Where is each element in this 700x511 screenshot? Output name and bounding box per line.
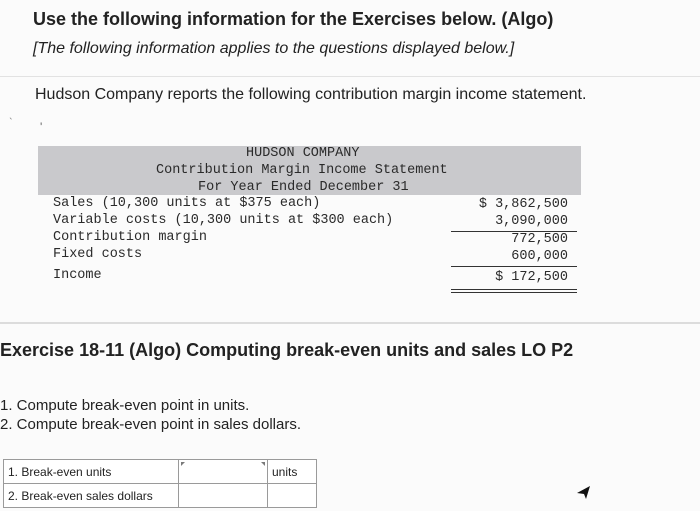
statement-title: Contribution Margin Income Statement xyxy=(156,163,448,178)
answer-row-break-even-sales xyxy=(4,484,317,508)
mouse-pointer-icon xyxy=(576,485,592,506)
question-2: 2. Compute break-even point in sales dollars. xyxy=(0,416,301,433)
underline xyxy=(451,266,577,267)
double-underline xyxy=(451,292,577,293)
exercise-set-heading: Use the following information for the Exercises below. (Algo) xyxy=(33,9,554,29)
divider xyxy=(0,322,700,324)
statement-period: For Year Ended December 31 xyxy=(198,180,409,195)
answer-label: 2. Break-even sales dollars xyxy=(4,484,179,508)
statement-row-label-fixed-costs: Fixed costs xyxy=(53,247,143,262)
tick-mark-icon: ˎ xyxy=(9,106,13,120)
answer-row-break-even-units xyxy=(4,460,317,484)
answer-unit xyxy=(268,484,317,508)
statement-amount-variable-costs: 3,090,000 xyxy=(495,214,568,229)
break-even-units-input[interactable] xyxy=(179,461,267,482)
statement-row-label-variable-costs: Variable costs (10,300 units at $300 each) xyxy=(53,213,394,228)
intro-text: Hudson Company reports the following contribution margin income statement. xyxy=(35,86,587,103)
statement-amount-income: $ 172,500 xyxy=(495,270,568,285)
statement-row-label-sales: Sales (10,300 units at $375 each) xyxy=(53,196,321,211)
statement-row-label-income: Income xyxy=(53,268,102,283)
divider xyxy=(0,76,700,77)
answer-label: 1. Break-even units xyxy=(4,460,179,484)
statement-amount-contribution-margin: 772,500 xyxy=(511,232,568,247)
answer-table xyxy=(3,459,317,508)
statement-row-label-contribution-margin: Contribution margin xyxy=(53,230,207,245)
question-1: 1. Compute break-even point in units. xyxy=(0,397,250,414)
statement-company: HUDSON COMPANY xyxy=(246,146,360,161)
statement-amount-fixed-costs: 600,000 xyxy=(511,249,568,264)
break-even-sales-input[interactable] xyxy=(179,485,267,506)
exercise-title: Exercise 18-11 (Algo) Computing break-even units and sales LO P2 xyxy=(0,340,574,360)
answer-unit: units xyxy=(268,460,317,484)
input-marker-icon xyxy=(261,462,265,466)
info-note: [The following information applies to the questions displayed below.] xyxy=(33,40,515,57)
answer-cell[interactable] xyxy=(179,484,268,508)
underline xyxy=(451,231,577,232)
double-underline xyxy=(451,289,577,290)
input-marker-icon xyxy=(181,462,185,466)
answer-cell[interactable] xyxy=(179,460,268,484)
statement-amount-sales: $ 3,862,500 xyxy=(478,197,568,212)
dot-mark-icon: ' xyxy=(40,120,43,134)
